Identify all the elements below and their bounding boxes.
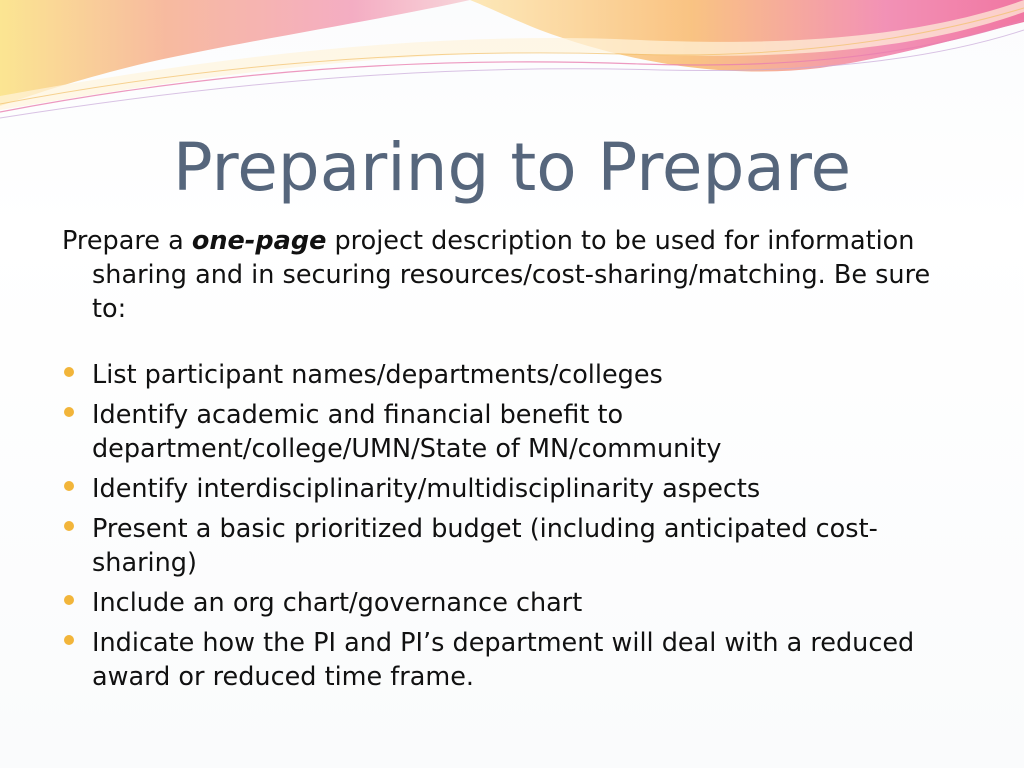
bullet-text: Include an org chart/governance chart: [92, 588, 583, 618]
bullet-item: [62, 358, 962, 392]
decorative-header-wave: [0, 0, 1024, 130]
slide-title: Preparing to Prepare: [172, 129, 852, 206]
bullet-dot-icon: [64, 595, 74, 605]
bullet-dot-icon: [64, 481, 74, 491]
bullet-text: Present a basic prioritized budget (including anticipated cost-sharing): [92, 514, 878, 578]
bullet-list: [62, 358, 962, 694]
intro-text-end: project description to be used for information sharing and in securing resources/cost-sharing/matching. Be sure to:: [92, 226, 931, 324]
bullet-dot-icon: [64, 635, 74, 645]
bullet-item: [62, 472, 962, 506]
bullet-text: Indicate how the PI and PI’s department will deal with a reduced award or reduced time frame.: [92, 628, 915, 692]
bullet-text: List participant names/departments/colleges: [92, 360, 663, 390]
intro-text-start: Prepare a: [62, 226, 192, 256]
bullet-dot-icon: [64, 367, 74, 377]
bullet-dot-icon: [64, 521, 74, 531]
bullet-text: Identify academic and financial benefit to department/college/UMN/State of MN/community: [92, 400, 722, 464]
bullet-item: [62, 586, 962, 620]
bullet-item: [62, 398, 962, 466]
bullet-text: Identify interdisciplinarity/multidisciplinarity aspects: [92, 474, 761, 504]
bullet-item: [62, 512, 962, 580]
intro-emphasis: one-page: [191, 226, 327, 256]
bullet-item: [62, 626, 962, 694]
slide-body: [62, 224, 962, 700]
bullet-dot-icon: [64, 407, 74, 417]
intro-paragraph: [62, 224, 962, 326]
